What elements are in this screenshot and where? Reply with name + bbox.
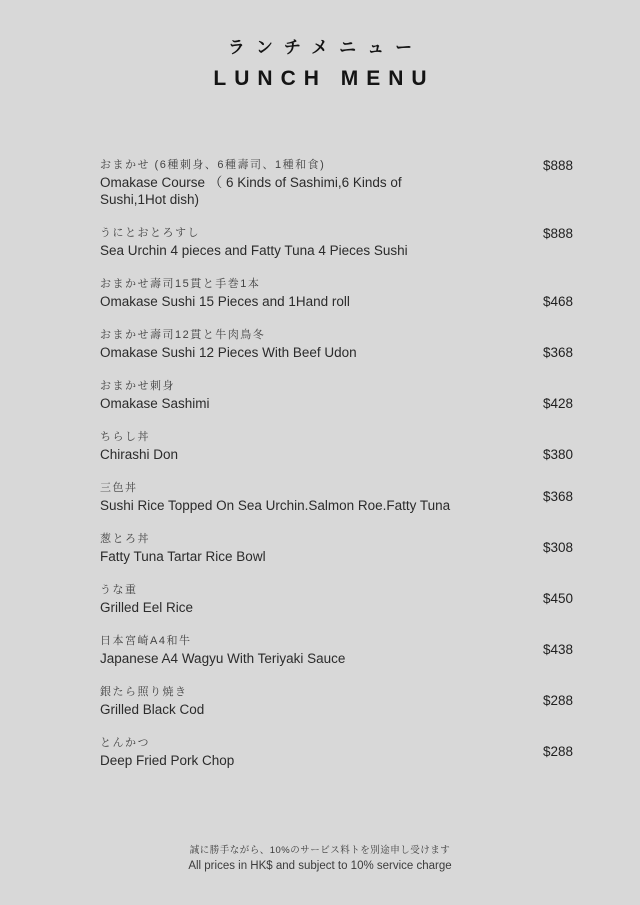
menu-item-price: $888 [542,226,573,241]
menu-item-name-japanese: 日本宮崎A4和牛 [100,635,192,647]
menu-item-name-english: Omakase Sashimi [100,396,210,411]
menu-item-name-english: Chirashi Don [100,447,179,462]
menu-item-name-english: Sushi Rice Topped On Sea Urchin.Salmon Roe.Fatty Tuna [100,498,451,513]
menu-item-name-english: Omakase Sushi 15 Pieces and 1Hand roll [100,294,350,309]
menu-item-price: $428 [542,396,573,411]
menu-item [100,734,573,769]
menu-title-japanese: ランチメニュー [227,38,424,57]
service-charge-note-english: All prices in HK$ and subject to 10% service charge [188,860,452,872]
menu-item-price: $888 [542,158,573,173]
menu-item [100,479,573,514]
menu-item [100,428,573,463]
menu-item-name-english: Deep Fried Pork Chop [100,753,235,768]
menu-item-name-english: Grilled Black Cod [100,702,205,717]
menu-item-text [100,683,204,718]
menu-item-name-japanese: おまかせ壽司12貫と牛肉鳥冬 [100,329,266,341]
menu-item [100,530,573,565]
menu-item-text [100,275,350,310]
menu-title-english: LUNCH MENU [213,67,435,90]
menu-item [100,326,573,361]
menu-item-name-japanese: おまかせ壽司15貫と手巻1本 [100,278,261,290]
menu-item [100,224,573,259]
menu-item-text [100,156,462,208]
menu-item-price: $288 [542,744,573,759]
menu-item-text [100,581,193,616]
menu-item-list [100,156,573,769]
menu-header [0,0,640,92]
menu-item-name-japanese: おまかせ (6種刺身、6種壽司、1種和食) [100,159,326,171]
menu-item [100,632,573,667]
menu-item-name-japanese: 三色丼 [100,482,138,494]
menu-item [100,581,573,616]
menu-item-name-english: Omakase Sushi 12 Pieces With Beef Udon [100,345,357,360]
menu-item [100,156,573,208]
menu-item-name-japanese: ちらし丼 [100,431,150,443]
menu-item-price: $368 [542,489,573,504]
menu-item-name-japanese: とんかつ [100,737,150,749]
menu-item-text [100,377,210,412]
menu-item-price: $308 [542,540,573,555]
menu-item [100,275,573,310]
menu-item-name-english: Grilled Eel Rice [100,600,194,615]
menu-footer [0,844,640,874]
menu-item-price: $288 [542,693,573,708]
menu-item-name-japanese: 銀たら照り焼き [100,686,188,698]
menu-item-name-japanese: 葱とろ丼 [100,533,150,545]
menu-item-text [100,530,266,565]
menu-item-price: $380 [542,447,573,462]
menu-item-name-japanese: おまかせ刺身 [100,380,175,392]
menu-item-name-english: Sea Urchin 4 pieces and Fatty Tuna 4 Pieces Sushi [100,243,408,258]
menu-item-name-japanese: うにとおとろすし [100,227,200,239]
menu-item-text [100,734,234,769]
menu-item-text [100,326,357,361]
menu-item-name-japanese: うな重 [100,584,138,596]
menu-item-text [100,224,408,259]
menu-item-name-english: Omakase Course （ 6 Kinds of Sashimi,6 Kinds of Sushi,1Hot dish) [100,175,402,207]
menu-item-text [100,479,450,514]
menu-item-price: $450 [542,591,573,606]
menu-item [100,683,573,718]
menu-item [100,377,573,412]
menu-item-text [100,632,345,667]
menu-item-price: $368 [542,345,573,360]
menu-item-price: $468 [542,294,573,309]
menu-item-text [100,428,178,463]
menu-item-name-english: Japanese A4 Wagyu With Teriyaki Sauce [100,651,346,666]
menu-item-price: $438 [542,642,573,657]
menu-item-name-english: Fatty Tuna Tartar Rice Bowl [100,549,266,564]
service-charge-note-japanese: 誠に勝手ながら、10%のサービス料トを別途申し受けます [189,845,451,856]
